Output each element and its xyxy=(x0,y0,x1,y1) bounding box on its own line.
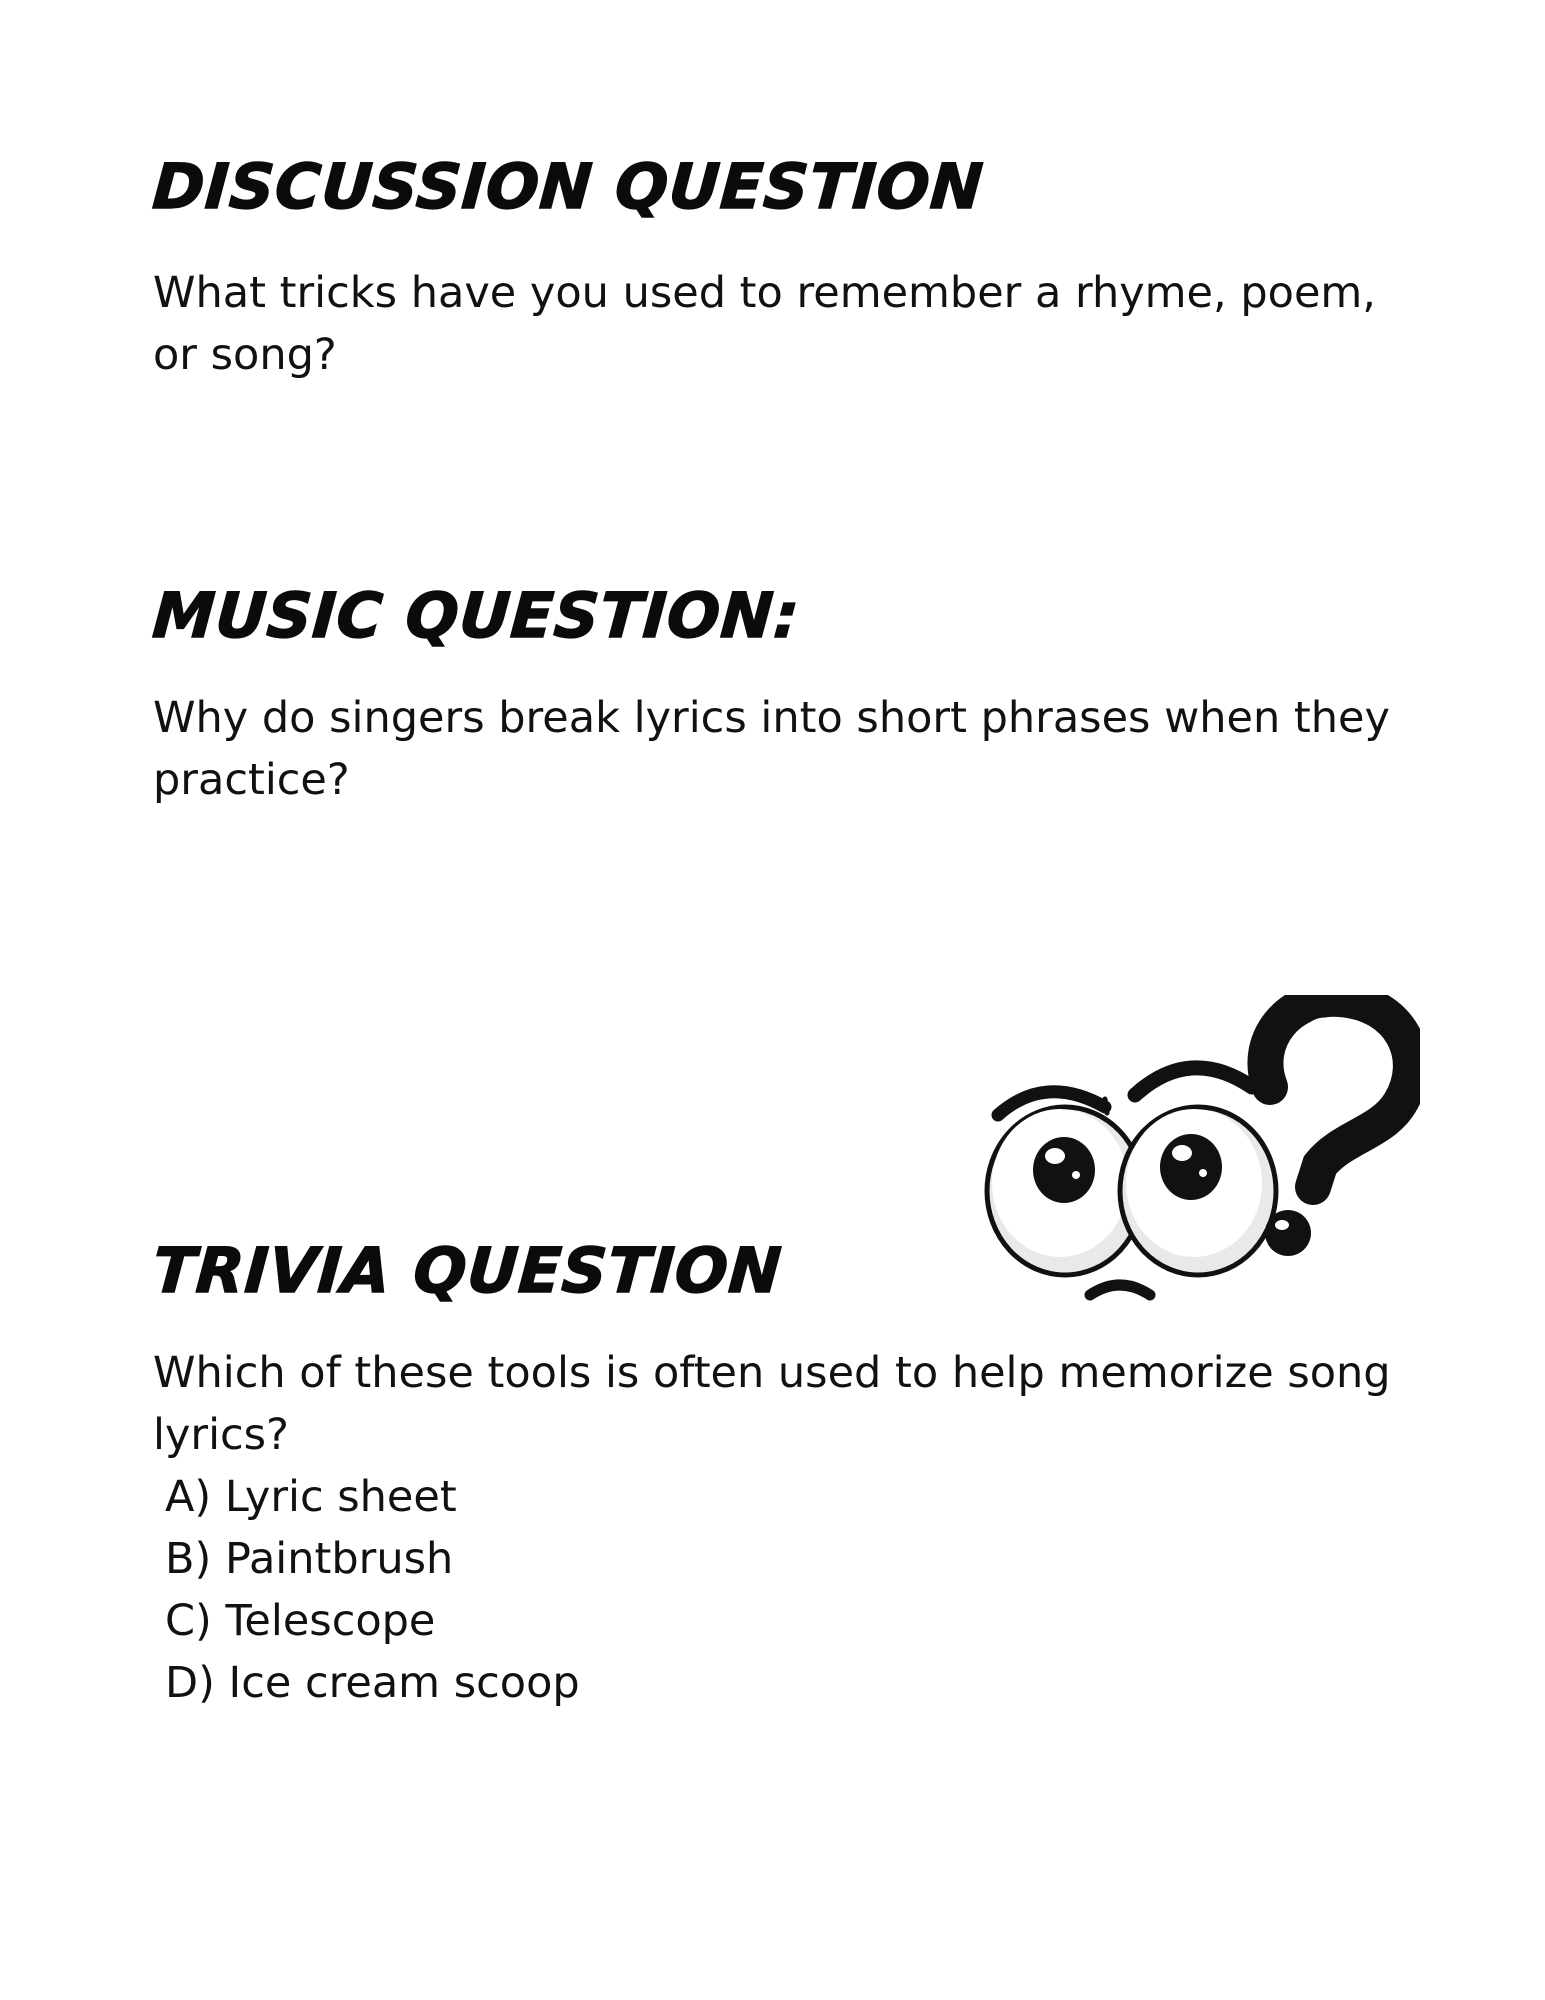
trivia-option-c: C) Telescope xyxy=(165,1596,436,1646)
music-question-heading: MUSIC QUESTION: xyxy=(150,579,803,652)
trivia-option-a: A) Lyric sheet xyxy=(165,1472,457,1522)
left-eyebrow-tick-icon xyxy=(1105,1099,1107,1113)
trivia-answer-options xyxy=(165,1466,580,1714)
right-eye-icon xyxy=(1120,1107,1276,1275)
confused-face-question-mark-icon xyxy=(980,995,1420,1305)
discussion-question-heading: DISCUSSION QUESTION xyxy=(150,150,986,223)
trivia-question-heading: TRIVIA QUESTION xyxy=(150,1234,785,1307)
question-mark-icon xyxy=(1265,999,1411,1256)
right-eyebrow-icon xyxy=(1135,1068,1252,1095)
trivia-option-d: D) Ice cream scoop xyxy=(165,1658,580,1708)
trivia-option-b: B) Paintbrush xyxy=(165,1534,454,1584)
trivia-question-text: Which of these tools is often used to help memorize song lyrics? xyxy=(153,1348,1391,1460)
mouth-icon xyxy=(1090,1285,1150,1295)
discussion-question-text: What tricks have you used to remember a rhyme, poem, or song? xyxy=(153,268,1376,380)
music-question-text: Why do singers break lyrics into short phrases when they practice? xyxy=(153,693,1390,805)
